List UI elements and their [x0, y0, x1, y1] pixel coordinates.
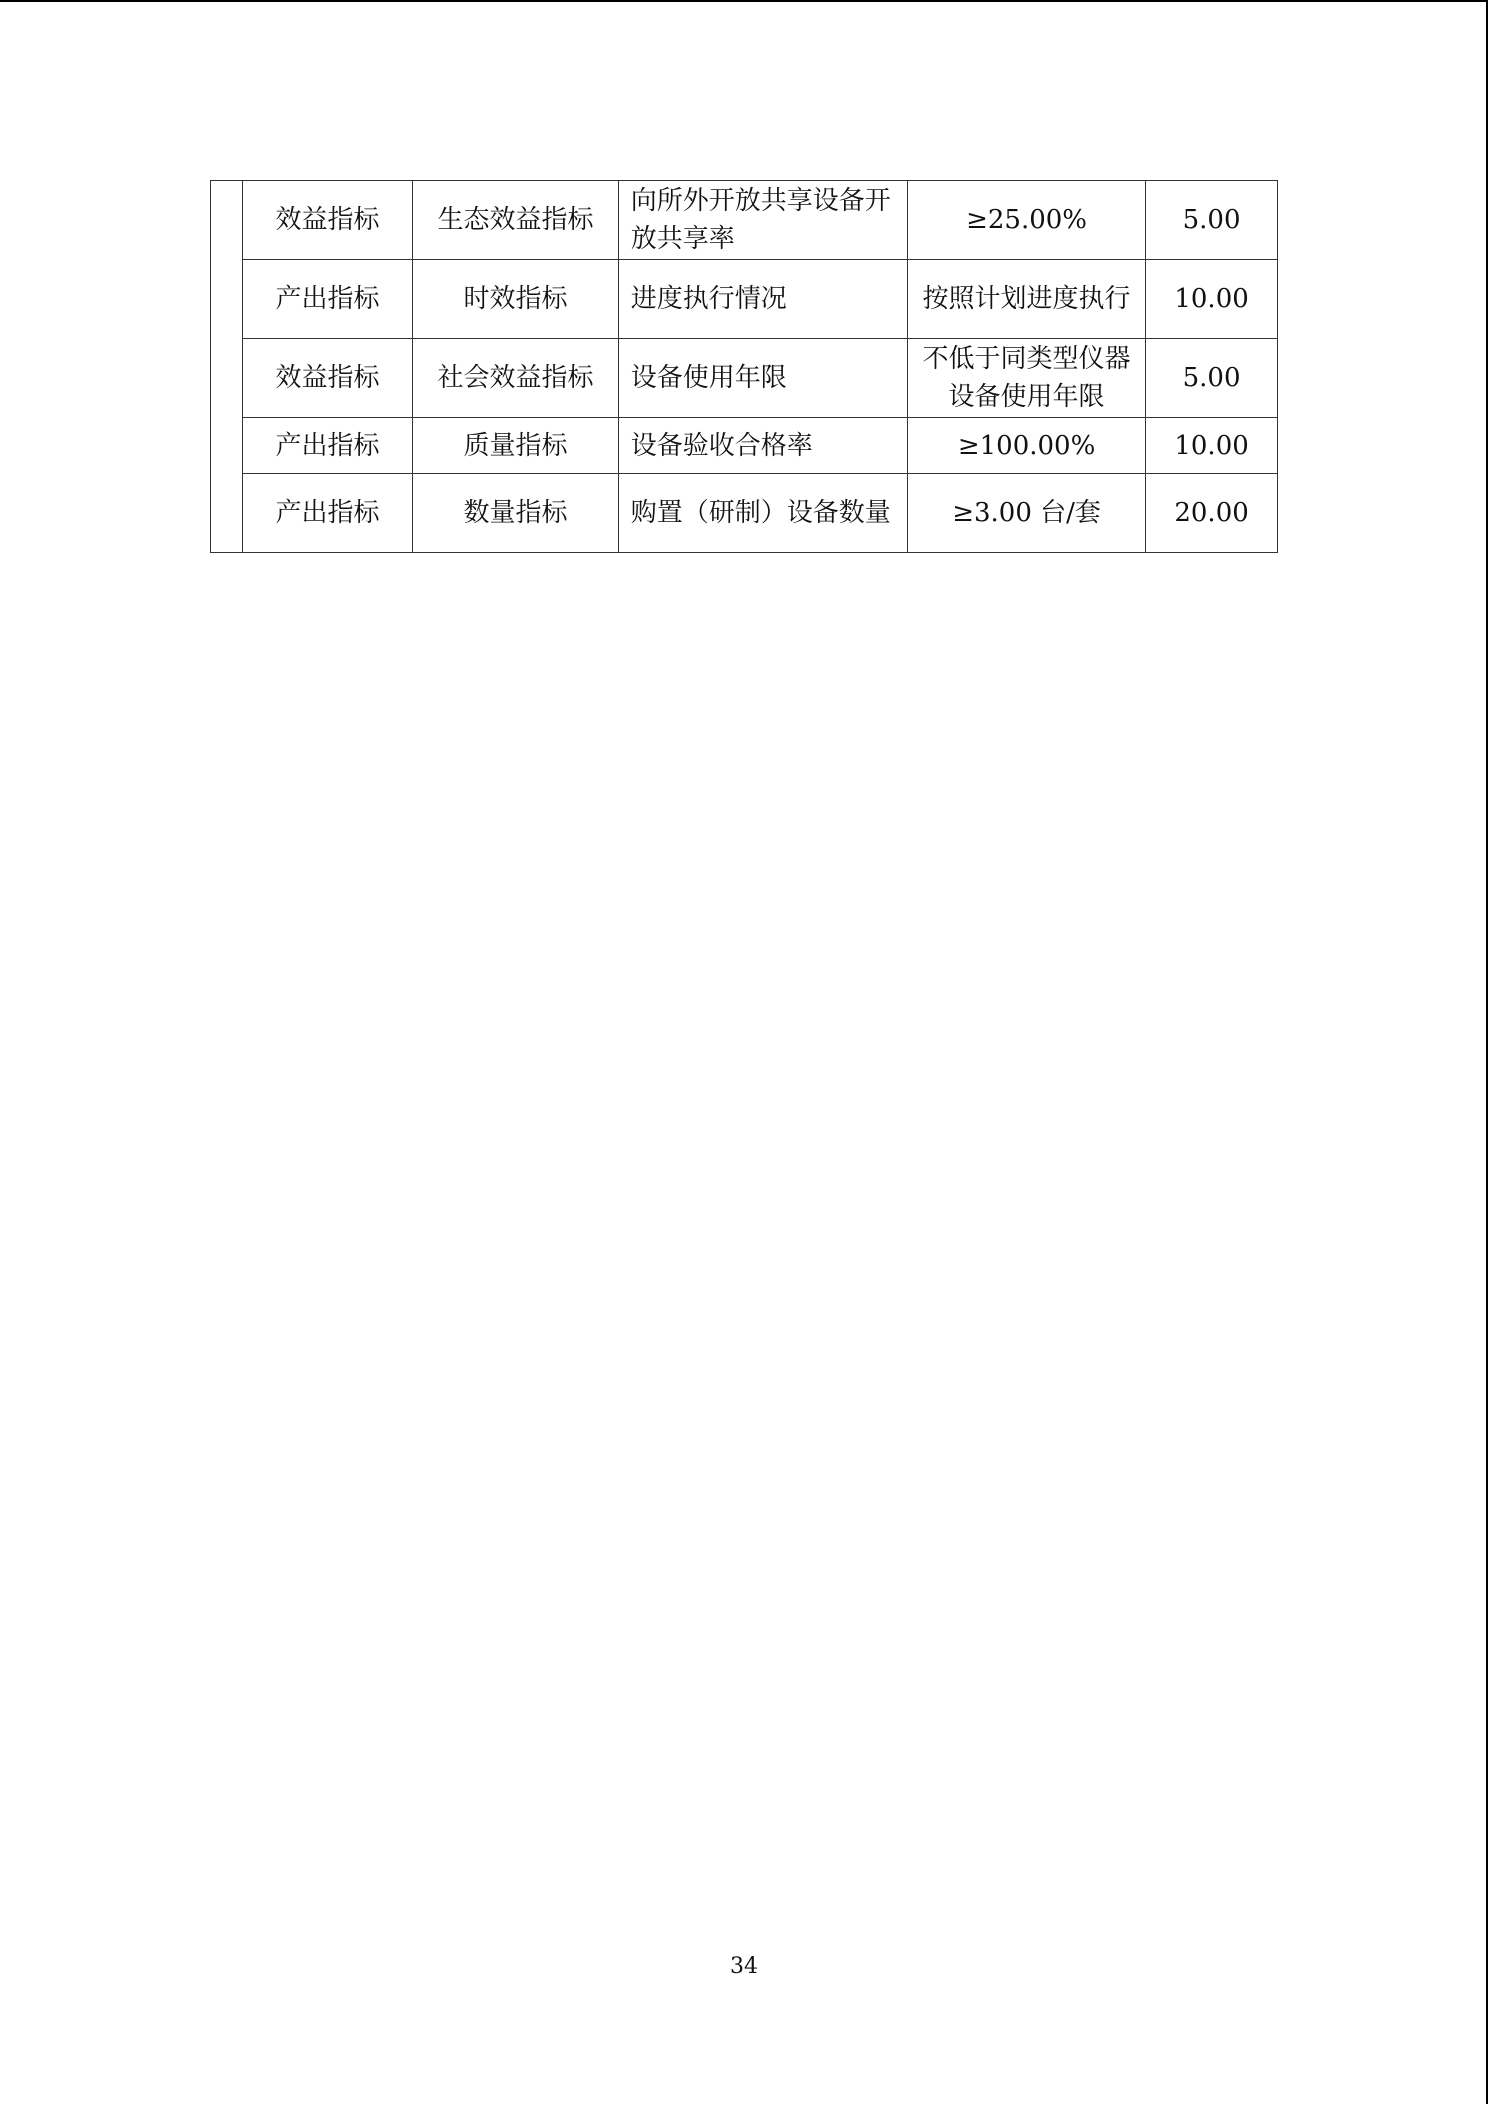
- target-value-cell: 按照计划进度执行: [908, 260, 1146, 339]
- level2-indicator-cell: 数量指标: [413, 474, 618, 553]
- target-value-cell: ≥25.00%: [908, 181, 1146, 260]
- table-row: [211, 474, 1278, 553]
- score-cell: 20.00: [1146, 474, 1278, 553]
- level2-indicator-cell: 时效指标: [413, 260, 618, 339]
- level2-indicator-cell: 社会效益指标: [413, 339, 618, 418]
- level1-indicator-cell: 产出指标: [242, 260, 413, 339]
- indicator-name-cell: 进度执行情况: [618, 260, 907, 339]
- indicator-name-cell: 向所外开放共享设备开放共享率: [618, 181, 907, 260]
- score-cell: 5.00: [1146, 181, 1278, 260]
- table-row: [211, 418, 1278, 474]
- indicator-name-cell: 设备验收合格率: [618, 418, 907, 474]
- table-row: [211, 181, 1278, 260]
- score-cell: 10.00: [1146, 418, 1278, 474]
- table-row: [211, 260, 1278, 339]
- indicator-table: [210, 180, 1278, 553]
- score-cell: 10.00: [1146, 260, 1278, 339]
- level1-indicator-cell: 产出指标: [242, 418, 413, 474]
- level1-indicator-cell: 效益指标: [242, 339, 413, 418]
- page-top-border: [0, 0, 1488, 2]
- target-value-cell: ≥3.00 台/套: [908, 474, 1146, 553]
- score-cell: 5.00: [1146, 339, 1278, 418]
- level2-indicator-cell: 质量指标: [413, 418, 618, 474]
- level1-indicator-cell: 产出指标: [242, 474, 413, 553]
- target-value-cell: ≥100.00%: [908, 418, 1146, 474]
- page-number: 34: [730, 1954, 758, 1979]
- target-value-cell: 不低于同类型仪器设备使用年限: [908, 339, 1146, 418]
- merged-group-cell: [211, 181, 243, 553]
- level2-indicator-cell: 生态效益指标: [413, 181, 618, 260]
- indicator-name-cell: 购置（研制）设备数量: [618, 474, 907, 553]
- indicator-name-cell: 设备使用年限: [618, 339, 907, 418]
- table-row: [211, 339, 1278, 418]
- performance-indicator-table: [210, 180, 1278, 553]
- level1-indicator-cell: 效益指标: [242, 181, 413, 260]
